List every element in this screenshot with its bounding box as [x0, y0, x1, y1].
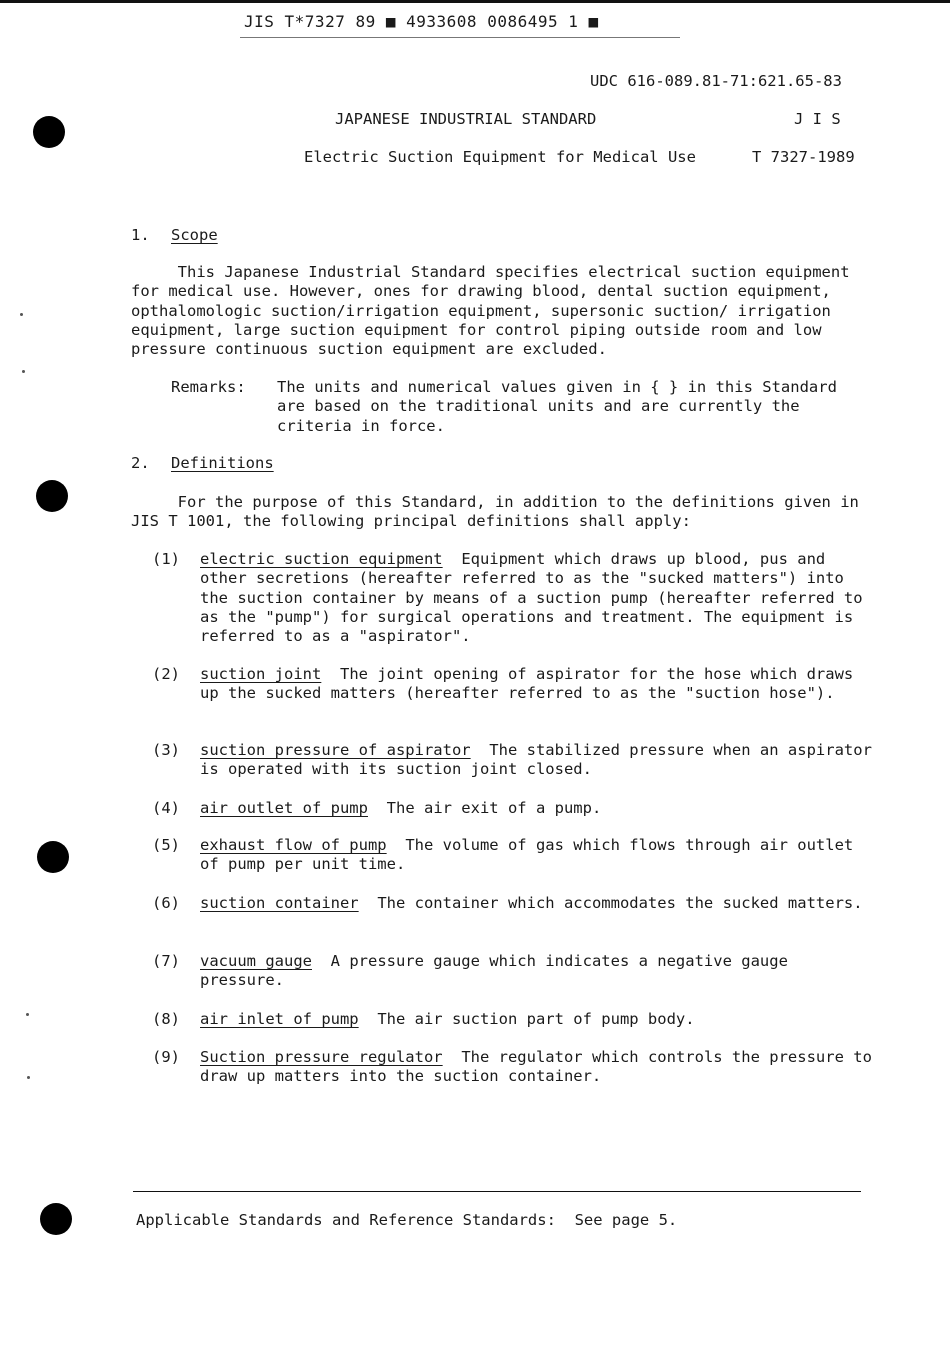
definition-number: (4) — [152, 799, 180, 817]
definition-term: electric suction equipment — [200, 550, 443, 568]
definition-term: Suction pressure regulator — [200, 1048, 443, 1066]
document-code-line: JIS T*7327 89 ■ 4933608 0086495 1 ■ — [244, 12, 599, 31]
scope-paragraph: This Japanese Industrial Standard specifies electrical suction equipment for medical use. However, ones for drawing blood, dental suction equipment, opthalomologic suction/irrigation equipment, supersonic suction/ irrigation equipment, large suction equipment for control piping outside room and low pressure continuous suction equipment are excluded. — [131, 263, 850, 359]
definition-term: suction container — [200, 894, 359, 912]
scan-speck — [20, 313, 23, 316]
definition-text: The container which accommodates the sucked matters. — [377, 894, 863, 912]
definition-text: The air exit of a pump. — [386, 799, 602, 817]
definition-term: suction joint — [200, 665, 322, 683]
definition-number: (3) — [152, 741, 180, 759]
udc-code: UDC 616-089.81-71:621.65-83 — [590, 72, 842, 90]
definition-number: (2) — [152, 665, 180, 683]
punch-hole — [36, 480, 68, 512]
section-1-title: Scope — [171, 226, 218, 244]
punch-hole — [33, 116, 65, 148]
definition-text: The volume of gas which flows through air outlet of pump per unit time. — [200, 836, 854, 874]
definition-term: air outlet of pump — [200, 799, 368, 817]
definition-term: exhaust flow of pump — [200, 836, 387, 854]
code-line-rule — [240, 37, 680, 38]
definition-text: The regulator which controls the pressure to draw up matters into the suction container. — [200, 1048, 872, 1086]
scan-speck — [26, 1013, 29, 1016]
definition-number: (9) — [152, 1048, 180, 1066]
definitions-intro: For the purpose of this Standard, in addition to the definitions given in JIS T 1001, the following principal definitions shall apply: — [131, 493, 859, 531]
punch-hole — [40, 1203, 72, 1235]
definition-term: air inlet of pump — [200, 1010, 359, 1028]
definition-text: The stabilized pressure when an aspirator is operated with its suction joint closed. — [200, 741, 872, 779]
punch-hole — [37, 841, 69, 873]
scan-speck — [27, 1076, 30, 1079]
definition-term: vacuum gauge — [200, 952, 312, 970]
section-2-number: 2. — [131, 454, 150, 472]
definition-text: The air suction part of pump body. — [377, 1010, 695, 1028]
footnote-text: Applicable Standards and Reference Standards: See page 5. — [136, 1211, 678, 1229]
definition-text: A pressure gauge which indicates a negative gauge pressure. — [200, 952, 788, 990]
standard-number: T 7327-1989 — [752, 148, 855, 166]
definition-number: (5) — [152, 836, 180, 854]
definition-text: Equipment which draws up blood, pus and other secretions (hereafter referred to as the "sucked matters") into the suction container by means of a suction pump (hereafter referred to as the "pump") for surgical operations and treatment. The equipment is referred to as a "aspirator". — [200, 550, 863, 646]
top-edge-rule — [0, 0, 950, 3]
section-2-title: Definitions — [171, 454, 274, 472]
section-1-number: 1. — [131, 226, 150, 244]
jis-mark: J I S — [794, 110, 841, 128]
definition-text: The joint opening of aspirator for the hose which draws up the sucked matters (hereafter referred to as the "suction hose"). — [200, 665, 854, 703]
definition-number: (8) — [152, 1010, 180, 1028]
scan-speck — [22, 370, 25, 373]
footnote-rule — [133, 1191, 861, 1192]
definition-number: (7) — [152, 952, 180, 970]
definition-number: (6) — [152, 894, 180, 912]
definition-number: (1) — [152, 550, 180, 568]
standard-title: Electric Suction Equipment for Medical Use — [304, 148, 696, 166]
remarks-label: Remarks: — [171, 378, 246, 396]
definition-term: suction pressure of aspirator — [200, 741, 471, 759]
remarks-text: The units and numerical values given in { } in this Standard are based on the traditional units and are currently the criteria in force. — [277, 378, 837, 435]
standard-type: JAPANESE INDUSTRIAL STANDARD — [335, 110, 597, 128]
